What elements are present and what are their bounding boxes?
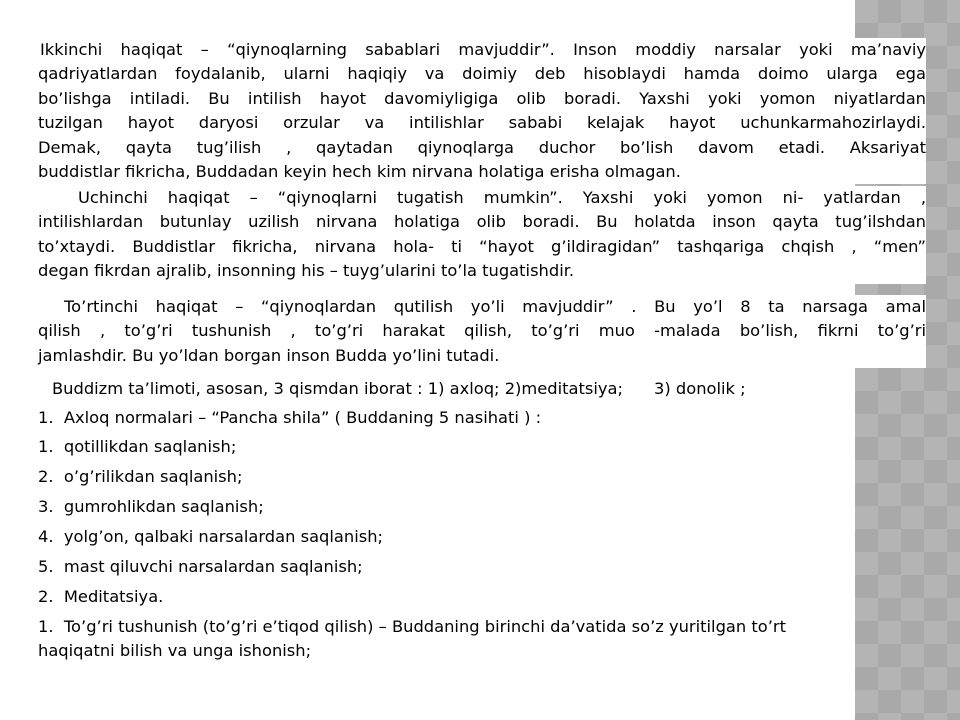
list-item: 2. Meditatsiya. (38, 585, 163, 609)
paragraph-fourth-truth (38, 295, 926, 368)
text-line: Demak, qayta tug’ilish , qaytadan qiynoqlarga duchor bo’lish davom etadi. Aksariyat (38, 137, 926, 157)
summary-line: Buddizm ta’limoti, asosan, 3 qismdan iborat : 1) axloq; 2)meditatsiya; 3) donolik ; (52, 377, 746, 401)
text-line: Uchinchi haqiqat – “qiynoqlarni tugatish mumkin”. Yaxshi yoki yomon ni- yatlardan , (78, 188, 926, 207)
text-line: tuzilgan hayot daryosi orzular va intilishlar sababi kelajak hayot uchunkarmahozirlaydi. (38, 113, 926, 133)
text-line: bo’lishga intiladi. Bu intilish hayot davomiyligiga olib boradi. Yaxshi yoki yomon niyatlardan (38, 88, 926, 108)
list-item: 2. o’g’rilikdan saqlanish; (38, 465, 242, 489)
text-line: to’xtaydi. Buddistlar fikricha, nirvana hola- ti “hayot g’ildiragidan” tashqariga chqish , “men” (38, 236, 926, 256)
text-line: buddistlar fikricha, Buddadan keyin hech kim nirvana holatiga erisha olmagan. (38, 162, 681, 182)
list-item: 3. gumrohlikdan saqlanish; (38, 495, 264, 519)
list-item: haqiqatni bilish va unga ishonish; (38, 639, 311, 663)
text-line: jamlashdir. Bu yo’ldan borgan inson Budda yo’lini tutadi. (38, 345, 500, 365)
text-line: intilishlardan butunlay uzilish nirvana holatiga olib boradi. Bu holatda inson qayta tug’ilshdan (38, 212, 926, 232)
list-item: 1. To’g’ri tushunish (to’g’ri e’tiqod qilish) – Buddaning birinchi da’vatida so’z yuritilgan to’rt (38, 615, 786, 639)
text-line: To’rtinchi haqiqat – “qiynoqlardan qutilish yo’li mavjuddir” . Bu yo’l 8 ta narsaga amal (64, 297, 926, 316)
text-line: Ikkinchi haqiqat – “qiynoqlarning sabablari mavjuddir”. Inson moddiy narsalar yoki ma’naviy (40, 40, 926, 59)
text-line: qilish , to’g’ri tushunish , to’g’ri harakat qilish, to’g’ri muo -malada bo’lish, fikrni to’g’ri (38, 321, 926, 341)
text-line: degan fikrdan ajralib, insonning his – tuyg’ularini to’la tugatishdir. (38, 261, 575, 281)
paragraph-second-truth (38, 38, 926, 184)
paragraph-third-truth (38, 186, 926, 284)
list-item: 1. qotillikdan saqlanish; (38, 435, 236, 459)
list-item: 5. mast qiluvchi narsalardan saqlanish; (38, 555, 363, 579)
text-line: qadriyatlardan foydalanib, ularni haqiqiy va doimiy deb hisoblaydi hamda doimo ularga ega (38, 64, 926, 84)
list-item: 1. Axloq normalari – “Pancha shila” ( Buddaning 5 nasihati ) : (38, 406, 541, 430)
list-item: 4. yolg’on, qalbaki narsalardan saqlanish; (38, 525, 383, 549)
